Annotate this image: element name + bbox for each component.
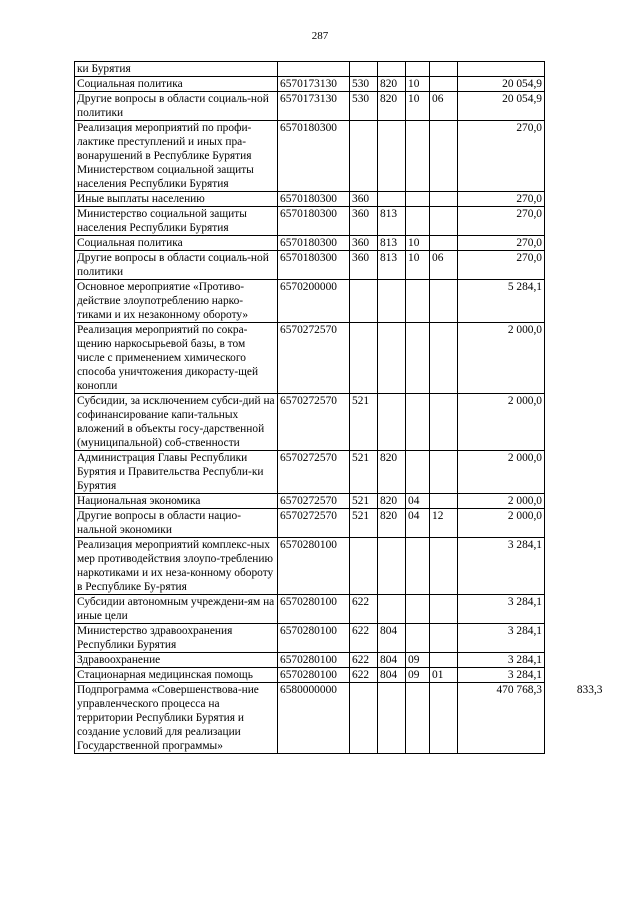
expense-type-code: 622 xyxy=(350,624,378,653)
expense-type-code: 622 xyxy=(350,668,378,683)
expense-type-code xyxy=(350,538,378,595)
expense-type-code xyxy=(350,323,378,394)
amount: 2 000,0 xyxy=(458,509,545,538)
expense-type-code xyxy=(350,683,378,754)
section-code xyxy=(406,121,430,192)
amount-next xyxy=(545,323,605,394)
table-row xyxy=(75,192,605,207)
target-article-code: 6570280100 xyxy=(278,595,350,624)
subsection-code xyxy=(430,192,458,207)
expense-type-code xyxy=(350,121,378,192)
amount: 3 284,1 xyxy=(458,653,545,668)
expense-type-code: 360 xyxy=(350,251,378,280)
administrator-code xyxy=(378,280,406,323)
amount: 270,0 xyxy=(458,192,545,207)
amount: 3 284,1 xyxy=(458,595,545,624)
administrator-code xyxy=(378,683,406,754)
item-name: Социальная политика xyxy=(75,77,278,92)
subsection-code xyxy=(430,624,458,653)
subsection-code xyxy=(430,121,458,192)
item-name: Основное мероприятие «Противо-действие злоупотреблению нарко-тиками и их незаконному обороту» xyxy=(75,280,278,323)
table-row xyxy=(75,77,605,92)
target-article-code: 6570180300 xyxy=(278,207,350,236)
administrator-code xyxy=(378,595,406,624)
amount-next: 833,3 xyxy=(576,683,603,696)
target-article-code: 6570180300 xyxy=(278,251,350,280)
section-code xyxy=(406,538,430,595)
expense-type-code: 521 xyxy=(350,494,378,509)
item-name: Социальная политика xyxy=(75,236,278,251)
amount: 270,0 xyxy=(458,207,545,236)
amount-next xyxy=(545,192,605,207)
amount-next xyxy=(545,251,605,280)
administrator-code: 804 xyxy=(378,668,406,683)
amount-next xyxy=(545,494,605,509)
amount: 20 054,9 xyxy=(458,77,545,92)
subsection-code xyxy=(430,538,458,595)
amount-next xyxy=(545,394,605,451)
amount: 3 284,1 xyxy=(458,668,545,683)
target-article-code xyxy=(278,62,350,77)
target-article-code: 6570272570 xyxy=(278,451,350,494)
item-name: Национальная экономика xyxy=(75,494,278,509)
subsection-code: 12 xyxy=(430,509,458,538)
amount-next xyxy=(545,62,605,77)
amount: 2 000,0 xyxy=(458,394,545,451)
page-number: 287 xyxy=(311,30,329,42)
section-code xyxy=(406,323,430,394)
item-name: Реализация мероприятий по профи-лактике преступлений и иных пра-вонарушений в Республике Бурятия Министерством социальной защиты населения Республики Бурятия xyxy=(75,121,278,192)
item-name: Субсидии автономным учреждени-ям на иные цели xyxy=(75,595,278,624)
subsection-code xyxy=(430,280,458,323)
subsection-code xyxy=(430,62,458,77)
item-name: Реализация мероприятий комплекс-ных мер противодействия злоупо-треблению наркотиками и их неза-конному обороту в Республике Бу-рятия xyxy=(75,538,278,595)
amount: 3 284,1 xyxy=(458,538,545,595)
target-article-code: 6570272570 xyxy=(278,509,350,538)
subsection-code xyxy=(430,394,458,451)
section-code: 10 xyxy=(406,251,430,280)
administrator-code xyxy=(378,538,406,595)
target-article-code: 6570200000 xyxy=(278,280,350,323)
section-code: 09 xyxy=(406,668,430,683)
table-row xyxy=(75,62,605,77)
amount xyxy=(458,62,545,77)
expense-type-code: 360 xyxy=(350,207,378,236)
section-code xyxy=(406,595,430,624)
table-row xyxy=(75,323,605,394)
table-row xyxy=(75,624,605,653)
amount-next xyxy=(545,509,605,538)
item-name: Стационарная медицинская помощь xyxy=(75,668,278,683)
table-row xyxy=(75,251,605,280)
amount-next xyxy=(545,653,605,668)
section-code: 10 xyxy=(406,236,430,251)
item-name: Подпрограмма «Совершенствова-ние управленческого процесса на территории Республики Бурятия и создание условий для реализации Государственной программы» xyxy=(75,683,278,754)
administrator-code: 820 xyxy=(378,509,406,538)
amount-next xyxy=(545,207,605,236)
target-article-code: 6580000000 xyxy=(278,683,350,754)
amount: 2 000,0 xyxy=(458,323,545,394)
section-code xyxy=(406,624,430,653)
amount-next xyxy=(545,538,605,595)
amount: 270,0 xyxy=(458,121,545,192)
section-code: 10 xyxy=(406,92,430,121)
amount-next xyxy=(545,121,605,192)
amount: 470 768,3 xyxy=(458,683,545,754)
item-name: Реализация мероприятий по сокра-щению наркосырьевой базы, в том числе с применением химического способа уничтожения дикорасту-щей конопли xyxy=(75,323,278,394)
target-article-code: 6570272570 xyxy=(278,323,350,394)
target-article-code: 6570272570 xyxy=(278,494,350,509)
subsection-code: 06 xyxy=(430,251,458,280)
table-row xyxy=(75,538,605,595)
item-name: Здравоохранение xyxy=(75,653,278,668)
expense-type-code: 521 xyxy=(350,509,378,538)
table-row xyxy=(75,668,605,683)
target-article-code: 6570272570 xyxy=(278,394,350,451)
amount: 270,0 xyxy=(458,251,545,280)
expense-type-code: 530 xyxy=(350,92,378,121)
target-article-code: 6570173130 xyxy=(278,92,350,121)
target-article-code: 6570180300 xyxy=(278,121,350,192)
table-row xyxy=(75,595,605,624)
amount-next xyxy=(545,280,605,323)
amount: 3 284,1 xyxy=(458,624,545,653)
section-code: 04 xyxy=(406,509,430,538)
target-article-code: 6570280100 xyxy=(278,653,350,668)
budget-table xyxy=(74,61,605,754)
subsection-code xyxy=(430,653,458,668)
subsection-code xyxy=(430,595,458,624)
item-name: Министерство социальной защиты населения Республики Бурятия xyxy=(75,207,278,236)
target-article-code: 6570180300 xyxy=(278,236,350,251)
table-row xyxy=(75,121,605,192)
item-name: Другие вопросы в области нацио-нальной экономики xyxy=(75,509,278,538)
administrator-code xyxy=(378,121,406,192)
administrator-code xyxy=(378,394,406,451)
administrator-code: 804 xyxy=(378,653,406,668)
amount-next xyxy=(545,77,605,92)
table-row xyxy=(75,653,605,668)
target-article-code: 6570280100 xyxy=(278,624,350,653)
subsection-code xyxy=(430,207,458,236)
expense-type-code xyxy=(350,62,378,77)
amount: 20 054,9 xyxy=(458,92,545,121)
subsection-code: 01 xyxy=(430,668,458,683)
administrator-code xyxy=(378,62,406,77)
budget-table-body xyxy=(75,62,605,754)
expense-type-code: 521 xyxy=(350,394,378,451)
table-row xyxy=(75,236,605,251)
amount-next xyxy=(545,451,605,494)
item-name: Администрация Главы Республики Бурятия и Правительства Республи-ки Бурятия xyxy=(75,451,278,494)
section-code xyxy=(406,280,430,323)
amount-next xyxy=(545,595,605,624)
subsection-code: 06 xyxy=(430,92,458,121)
section-code xyxy=(406,207,430,236)
administrator-code xyxy=(378,192,406,207)
item-name: Другие вопросы в области социаль-ной политики xyxy=(75,92,278,121)
subsection-code xyxy=(430,683,458,754)
table-row xyxy=(75,509,605,538)
administrator-code: 804 xyxy=(378,624,406,653)
table-row xyxy=(75,683,605,754)
table-row xyxy=(75,92,605,121)
expense-type-code: 360 xyxy=(350,236,378,251)
table-row xyxy=(75,451,605,494)
expense-type-code: 521 xyxy=(350,451,378,494)
item-name: Министерство здравоохранения Республики Бурятия xyxy=(75,624,278,653)
table-row xyxy=(75,394,605,451)
target-article-code: 6570280100 xyxy=(278,538,350,595)
item-name: ки Бурятия xyxy=(75,62,278,77)
expense-type-code: 530 xyxy=(350,77,378,92)
subsection-code xyxy=(430,236,458,251)
target-article-code: 6570173130 xyxy=(278,77,350,92)
table-row xyxy=(75,280,605,323)
expense-type-code: 622 xyxy=(350,595,378,624)
table-row xyxy=(75,207,605,236)
table-row xyxy=(75,494,605,509)
section-code xyxy=(406,683,430,754)
administrator-code: 813 xyxy=(378,251,406,280)
amount-next xyxy=(545,668,605,683)
item-name: Другие вопросы в области социаль-ной политики xyxy=(75,251,278,280)
subsection-code xyxy=(430,451,458,494)
administrator-code xyxy=(378,323,406,394)
subsection-code xyxy=(430,77,458,92)
administrator-code: 820 xyxy=(378,451,406,494)
target-article-code: 6570180300 xyxy=(278,192,350,207)
amount: 2 000,0 xyxy=(458,451,545,494)
item-name: Иные выплаты населению xyxy=(75,192,278,207)
amount-next xyxy=(545,236,605,251)
amount: 5 284,1 xyxy=(458,280,545,323)
target-article-code: 6570280100 xyxy=(278,668,350,683)
amount-next xyxy=(545,92,605,121)
section-code: 04 xyxy=(406,494,430,509)
amount-next xyxy=(545,624,605,653)
section-code xyxy=(406,192,430,207)
administrator-code: 820 xyxy=(378,92,406,121)
amount: 270,0 xyxy=(458,236,545,251)
administrator-code: 820 xyxy=(378,494,406,509)
subsection-code xyxy=(430,494,458,509)
section-code xyxy=(406,62,430,77)
expense-type-code: 360 xyxy=(350,192,378,207)
amount: 2 000,0 xyxy=(458,494,545,509)
administrator-code: 813 xyxy=(378,236,406,251)
item-name: Субсидии, за исключением субси-дий на софинансирование капи-тальных вложений в объекты госу-дарственной (муниципальной) соб-ственности xyxy=(75,394,278,451)
subsection-code xyxy=(430,323,458,394)
administrator-code: 820 xyxy=(378,77,406,92)
administrator-code: 813 xyxy=(378,207,406,236)
expense-type-code: 622 xyxy=(350,653,378,668)
expense-type-code xyxy=(350,280,378,323)
section-code xyxy=(406,394,430,451)
section-code: 09 xyxy=(406,653,430,668)
section-code: 10 xyxy=(406,77,430,92)
section-code xyxy=(406,451,430,494)
